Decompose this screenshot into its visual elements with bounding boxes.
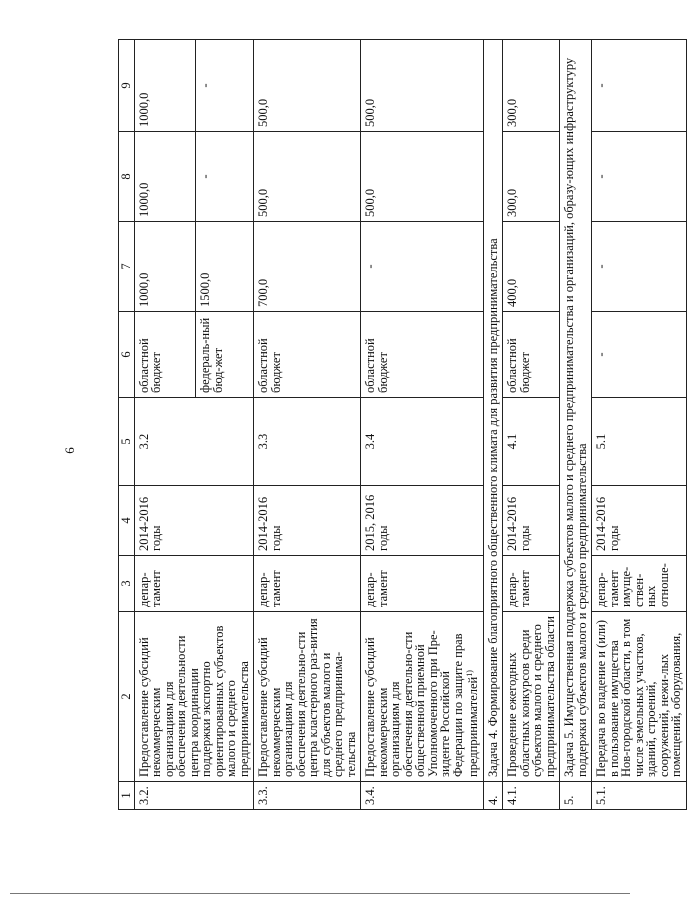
executor: депар-тамент [254, 556, 361, 612]
table-row [361, 40, 484, 810]
amount-2016: - [592, 40, 687, 132]
amount-2016: - [196, 40, 254, 132]
funding-source: областной бюджет [134, 312, 196, 398]
page-bottom-rule [10, 893, 630, 894]
row-number: 3.2. [134, 782, 254, 810]
header-cell: 3 [119, 556, 135, 612]
amount-2014: 400,0 [503, 222, 560, 312]
section-title: Задача 4. Формирование благоприятного общественного климата для развития предпринимательства [483, 40, 503, 782]
amount-2015: 500,0 [254, 132, 361, 222]
header-cell: 2 [119, 612, 135, 782]
period: 2015, 2016 годы [361, 486, 484, 556]
row-number: 5. [560, 782, 592, 810]
footnote-mark: 1) [465, 670, 474, 677]
activity-name: Проведение ежегодных областных конкурсов среди субъектов малого и среднего предпринимательства области [503, 612, 560, 782]
amount-2016: 1000,0 [134, 40, 196, 132]
table-row [134, 40, 196, 810]
period: 2014-2016 годы [254, 486, 361, 556]
row-number: 3.3. [254, 782, 361, 810]
section-row [560, 40, 592, 810]
amount-2015: 300,0 [503, 132, 560, 222]
period: 2014-2016 годы [134, 486, 254, 556]
executor: депар-тамент [134, 556, 254, 612]
executor: депар-тамент имуще-ствен-ных отноше- [592, 556, 687, 612]
page-number: 6 [61, 447, 77, 454]
table-row [592, 40, 687, 810]
amount-2015: - [196, 132, 254, 222]
funding-source: - [592, 312, 687, 398]
activity-name: Предоставление субсидий некоммерческим организациям для обеспечения деятельно-сти общественной приемной Уполномоченного при Пре-зиденте Российской Федерации по защите прав предпринимателей [363, 630, 481, 777]
indicator-ref: 3.4 [361, 398, 484, 486]
period: 2014-2016 годы [592, 486, 687, 556]
indicator-ref: 3.3 [254, 398, 361, 486]
header-cell: 5 [119, 398, 135, 486]
table-row [503, 40, 560, 810]
table-row [254, 40, 361, 810]
row-number: 3.4. [361, 782, 484, 810]
header-cell: 4 [119, 486, 135, 556]
funding-source: областной бюджет [254, 312, 361, 398]
amount-2014: 700,0 [254, 222, 361, 312]
activity-name: Передача во владение и (или) в пользование имущества Нов-городской области, в том числе земельных участков, зданий, строений, сооружений, нежи-лых помещений, оборудования, [592, 612, 687, 782]
rotated-table-container [118, 40, 684, 810]
header-cell: 7 [119, 222, 135, 312]
amount-2014: 1000,0 [134, 222, 196, 312]
funding-source: федераль-ный бюд-жет [196, 312, 254, 398]
period: 2014-2016 годы [503, 486, 560, 556]
row-number: 4. [483, 782, 503, 810]
amount-2015: 1000,0 [134, 132, 196, 222]
amount-2014: - [361, 222, 484, 312]
header-row [119, 40, 135, 810]
header-cell: 1 [119, 782, 135, 810]
activity-name-cell [361, 612, 484, 782]
program-activities-table [118, 39, 687, 810]
amount-2014: - [592, 222, 687, 312]
section-row [483, 40, 503, 810]
activity-name: Предоставление субсидий некоммерческим организациям для обеспечения деятельности центра координации поддержки экспортно ориентированных субъектов малого и среднего предпринимательства [134, 612, 254, 782]
amount-2016: 500,0 [254, 40, 361, 132]
funding-source: областной бюджет [503, 312, 560, 398]
funding-source: областной бюджет [361, 312, 484, 398]
header-cell: 6 [119, 312, 135, 398]
amount-2016: 500,0 [361, 40, 484, 132]
indicator-ref: 3.2 [134, 398, 254, 486]
activity-name: Предоставление субсидий некоммерческим организациям для обеспечения деятельно-сти центра кластерного раз-вития для субъектов малого и среднего предпринима-тельства [254, 612, 361, 782]
amount-2014: 1500,0 [196, 222, 254, 312]
header-cell: 9 [119, 40, 135, 132]
row-number: 5.1. [592, 782, 687, 810]
indicator-ref: 4.1 [503, 398, 560, 486]
executor: депар-тамент [361, 556, 484, 612]
amount-2015: 500,0 [361, 132, 484, 222]
executor: депар-тамент [503, 556, 560, 612]
row-number: 4.1. [503, 782, 560, 810]
indicator-ref: 5.1 [592, 398, 687, 486]
amount-2015: - [592, 132, 687, 222]
amount-2016: 300,0 [503, 40, 560, 132]
section-title: Задача 5. Имущественная поддержка субъектов малого и среднего предпринимательства и организаций, образу-ющих инфраструктуру поддержки субъектов малого и среднего предпринимательства [560, 40, 592, 782]
header-cell: 8 [119, 132, 135, 222]
